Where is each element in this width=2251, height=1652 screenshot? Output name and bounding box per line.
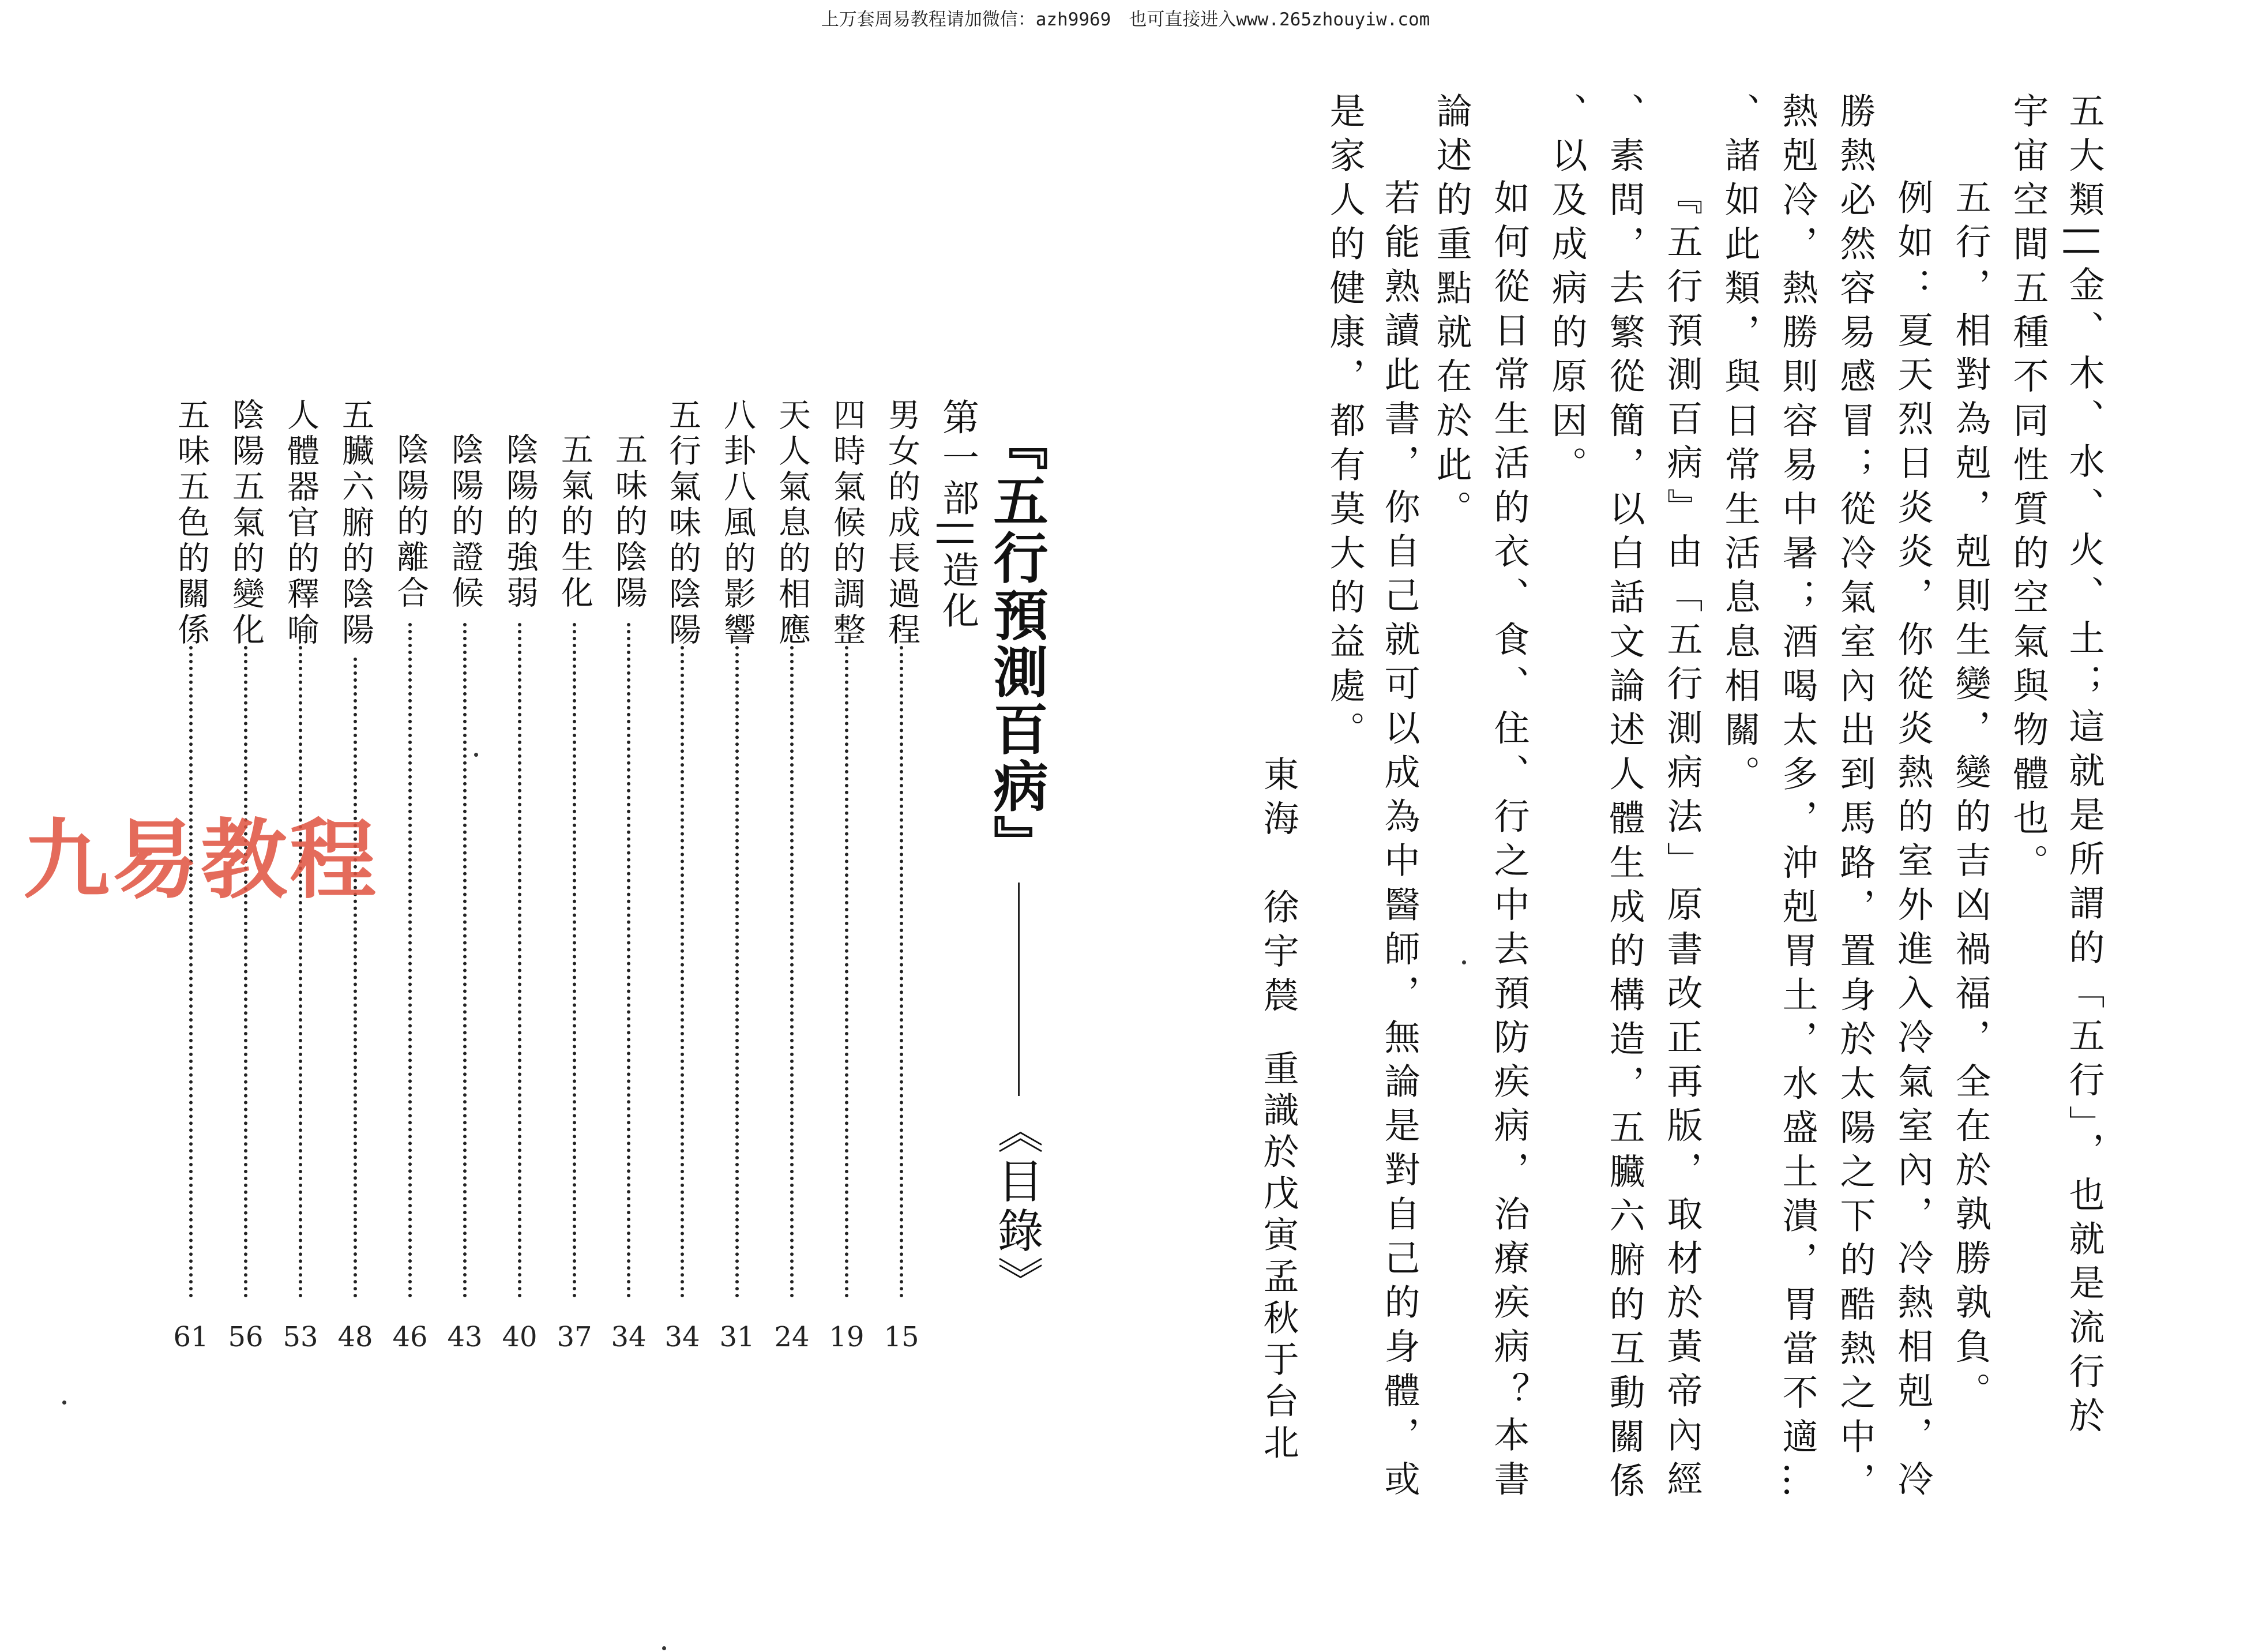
- toc-leader: [790, 646, 794, 1298]
- toc-leader: [354, 658, 357, 1298]
- toc-entry-title: 男女的成長過程: [883, 398, 920, 648]
- toc-entry-title: 五味五色的關係: [172, 398, 210, 648]
- toc-entry-page: 34: [611, 1321, 647, 1353]
- header-note: 上万套周易教程请加微信：azh9969 也可直接进入www.265zhouyiw.com: [821, 9, 1430, 30]
- preface-column: 若能熟讀此書，你自己就可以成為中醫師，無論是對自己的身體，或: [1378, 179, 1421, 1504]
- scan-speck: [474, 753, 478, 757]
- toc-leader: [408, 623, 412, 1298]
- preface-column: 、素問，去繁從簡，以白話文論述人體生成的構造，五臟六腑的互動關係: [1603, 92, 1645, 1507]
- preface-column: 『五行預測百病』由「五行測病法」原書改正再版，取材於黃帝內經: [1661, 179, 1703, 1504]
- toc-entry-page: 61: [173, 1321, 209, 1353]
- toc-leader: [681, 646, 684, 1298]
- toc-entry-title: 五味的陰陽: [610, 433, 648, 611]
- toc-entry-title: 五臟六腑的陰陽: [337, 398, 374, 648]
- toc-entry-title: 五氣的生化: [556, 433, 593, 611]
- toc-entry-page: 15: [884, 1321, 919, 1353]
- preface-column: 、諸如此類，與日常生活息息相關。: [1719, 92, 1761, 799]
- toc-leader: [463, 623, 467, 1298]
- toc-leader: [573, 623, 576, 1298]
- toc-heading: 《目錄》: [990, 1107, 1043, 1306]
- toc-leader: [735, 646, 739, 1298]
- toc-entry-page: 46: [392, 1321, 428, 1353]
- preface-column: 如何從日常生活的衣、食、住、行之中去預防疾病，治療疾病？本書: [1488, 179, 1530, 1504]
- preface-column: 例如：夏天烈日炎炎，你從炎熱的室外進入冷氣室內，冷熱相剋，冷: [1892, 179, 1934, 1504]
- toc-entry-title: 陰陽的離合: [392, 433, 429, 611]
- toc-book-title: 『五行預測百病』: [984, 415, 1049, 872]
- toc-entry-title: 陰陽的證候: [446, 433, 484, 611]
- toc-entry-page: 56: [228, 1321, 264, 1353]
- toc-entry-page: 19: [829, 1321, 865, 1353]
- preface-column: 是家人的健康，都有莫大的益處。: [1324, 92, 1366, 755]
- toc-entry-page: 40: [502, 1321, 538, 1353]
- toc-entry-page: 48: [337, 1321, 373, 1353]
- scan-speck: [62, 1401, 66, 1405]
- toc-entry-title: 陰陽的強弱: [501, 433, 539, 611]
- toc-leader: [900, 646, 903, 1298]
- toc-entry-title: 四時氣候的調整: [828, 398, 866, 648]
- toc-entry-page: 34: [664, 1321, 700, 1353]
- toc-entry-page: 37: [557, 1321, 592, 1353]
- toc-leader: [518, 623, 521, 1298]
- toc-entry-title: 陰陽五氣的變化: [227, 398, 265, 648]
- preface-column: 宇宙空間五種不同性質的空氣與物體也。: [2007, 92, 2049, 888]
- toc-leader: [244, 646, 247, 1298]
- preface-column: 論述的重點就在於此。: [1430, 92, 1472, 534]
- watermark-logo: 九易教程: [23, 810, 379, 911]
- toc-entry-title: 五行氣味的陰陽: [664, 398, 701, 648]
- scan-speck: [662, 1646, 666, 1650]
- preface-column: 熱剋冷，熱勝則容易中暑；酒喝太多，沖剋胃土，水盛土潰，胃當不適…: [1776, 92, 1818, 1507]
- toc-entry-title: 人體器官的釋喻: [282, 398, 320, 648]
- preface-column: 五行，相對為剋，剋則生變，變的吉凶禍福，全在於孰勝孰負。: [1949, 179, 1991, 1416]
- toc-leader: [299, 646, 302, 1298]
- toc-entry-title: 八卦八風的影響: [719, 398, 756, 648]
- toc-leader: [189, 646, 193, 1298]
- preface-column: 勝熱必然容易感冒；從冷氣室內出到馬路，置身於太陽之下的酷熱之中，: [1834, 92, 1876, 1507]
- toc-entry-page: 31: [719, 1321, 755, 1353]
- signature-author: 東海 徐宇辳: [1257, 756, 1299, 1021]
- toc-leader: [627, 623, 630, 1298]
- preface-column: 五大類||金、木、水、火、土；這就是所謂的「五行」，也就是流行於: [2063, 92, 2105, 1441]
- preface-column: 、以及成病的原因。: [1546, 92, 1588, 490]
- toc-leader: [845, 646, 848, 1298]
- title-rule: [1018, 883, 1020, 1096]
- toc-entry-title: 天人氣息的相應: [773, 398, 811, 648]
- toc-entry-page: 43: [447, 1321, 483, 1353]
- toc-part-heading: 第一部||造化: [936, 398, 979, 632]
- signature-note: 重識於戊寅孟秋于台北: [1257, 1050, 1299, 1465]
- toc-entry-page: 53: [283, 1321, 318, 1353]
- toc-entry-page: 24: [774, 1321, 810, 1353]
- scan-speck: [1462, 960, 1466, 964]
